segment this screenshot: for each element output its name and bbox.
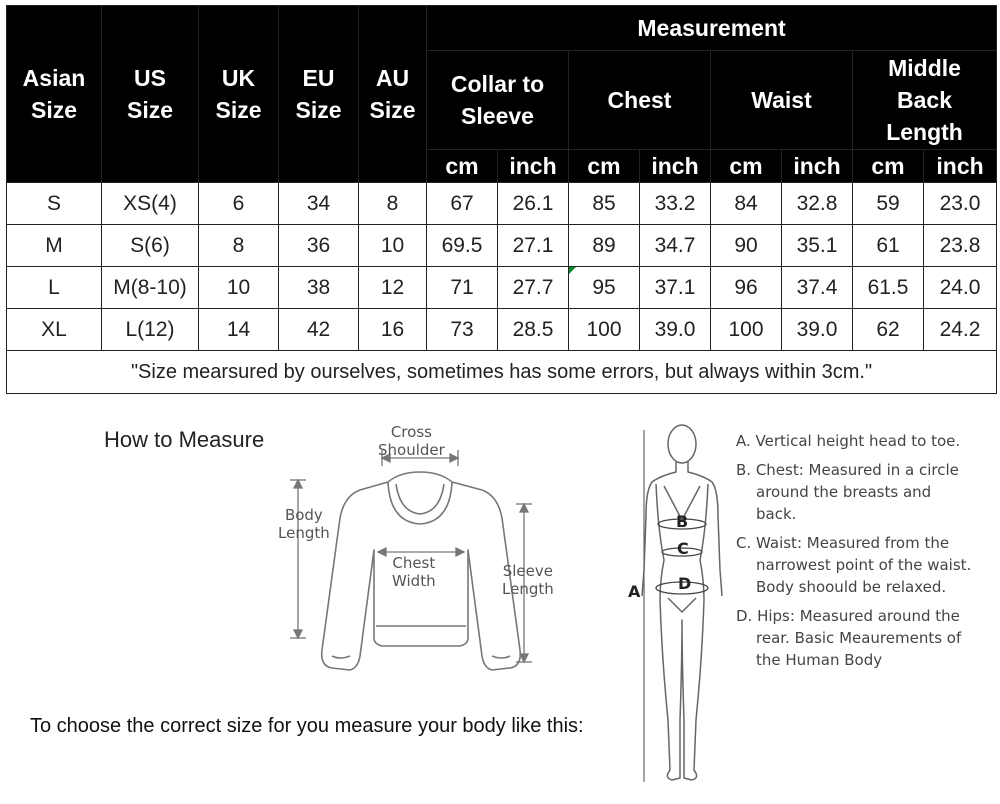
unit-inch: inch <box>498 150 569 183</box>
table-cell: 85 <box>569 183 640 225</box>
table-note: "Size mearsured by ourselves, sometimes has some errors, but always within 3cm." <box>7 351 997 394</box>
human-body-diagram <box>620 420 730 800</box>
table-cell: L(12) <box>102 309 199 351</box>
table-cell: 35.1 <box>782 225 853 267</box>
header-us-size: US Size <box>102 6 199 183</box>
table-cell: XS(4) <box>102 183 199 225</box>
table-row <box>7 183 997 225</box>
header-collar-to-sleeve: Collar to Sleeve <box>427 51 569 150</box>
table-cell: L <box>7 267 102 309</box>
table-cell: S(6) <box>102 225 199 267</box>
table-cell: 34 <box>279 183 359 225</box>
sweater-neckline <box>388 482 452 524</box>
table-cell: 33.2 <box>640 183 711 225</box>
table-cell: 84 <box>711 183 782 225</box>
table-cell: 36 <box>279 225 359 267</box>
body-letter-b: B <box>676 512 689 531</box>
label-sleeve-length: Sleeve Length <box>502 562 554 598</box>
table-cell: 27.7 <box>498 267 569 309</box>
body-letter-c: C <box>677 539 689 558</box>
how-to-measure-title: How to Measure <box>104 427 265 452</box>
unit-inch: inch <box>782 150 853 183</box>
table-cell: 23.0 <box>924 183 997 225</box>
label-body-length: Body Length <box>278 506 330 542</box>
table-cell: 26.1 <box>498 183 569 225</box>
table-cell: 10 <box>199 267 279 309</box>
choose-size-instruction: To choose the correct size for you measure your body like this: <box>30 715 584 737</box>
table-cell: 24.0 <box>924 267 997 309</box>
table-cell: M(8-10) <box>102 267 199 309</box>
table-cell: 37.1 <box>640 267 711 309</box>
unit-cm: cm <box>711 150 782 183</box>
table-cell: 39.0 <box>640 309 711 351</box>
table-cell: 42 <box>279 309 359 351</box>
size-table-body <box>7 183 997 351</box>
measure-instructions <box>736 430 976 678</box>
table-row <box>7 267 997 309</box>
unit-inch: inch <box>924 150 997 183</box>
table-cell: 6 <box>199 183 279 225</box>
unit-cm: cm <box>569 150 640 183</box>
table-row <box>7 309 997 351</box>
table-cell: 8 <box>199 225 279 267</box>
table-cell: 39.0 <box>782 309 853 351</box>
table-cell: 95 <box>569 267 640 309</box>
unit-cm: cm <box>853 150 924 183</box>
table-cell: 12 <box>359 267 427 309</box>
size-chart-table <box>6 5 997 394</box>
table-cell: XL <box>7 309 102 351</box>
table-cell: 73 <box>427 309 498 351</box>
header-uk-size: UK Size <box>199 6 279 183</box>
body-letter-d: D <box>678 574 692 593</box>
table-cell: 37.4 <box>782 267 853 309</box>
table-cell: 62 <box>853 309 924 351</box>
table-cell: 89 <box>569 225 640 267</box>
table-cell: 8 <box>359 183 427 225</box>
sweater-measure-diagram <box>270 420 570 680</box>
header-au-size: AU Size <box>359 6 427 183</box>
table-cell: 32.8 <box>782 183 853 225</box>
instruction-c: C. Waist: Measured from the narrowest point of the waist. Body shoould be relaxed. <box>736 534 972 596</box>
body-letter-a: A <box>628 582 641 601</box>
table-cell: 14 <box>199 309 279 351</box>
table-cell: 59 <box>853 183 924 225</box>
table-cell: 38 <box>279 267 359 309</box>
header-waist: Waist <box>711 51 853 150</box>
table-cell: 100 <box>711 309 782 351</box>
table-cell: M <box>7 225 102 267</box>
table-row <box>7 225 997 267</box>
header-middle-back-length: Middle Back Length <box>853 51 997 150</box>
label-cross-shoulder: Cross Shoulder <box>378 423 445 459</box>
table-cell: 67 <box>427 183 498 225</box>
table-cell: 96 <box>711 267 782 309</box>
table-cell: 100 <box>569 309 640 351</box>
table-cell: 27.1 <box>498 225 569 267</box>
instruction-a: A. Vertical height head to toe. <box>736 432 961 450</box>
table-cell: 61.5 <box>853 267 924 309</box>
table-cell: 69.5 <box>427 225 498 267</box>
table-cell: 34.7 <box>640 225 711 267</box>
instruction-b: B. Chest: Measured in a circle around the breasts and back. <box>736 461 959 523</box>
header-eu-size: EU Size <box>279 6 359 183</box>
instruction-d: D. Hips: Measured around the rear. Basic Meaurements of the Human Body <box>736 607 962 669</box>
table-cell: 90 <box>711 225 782 267</box>
table-cell: 23.8 <box>924 225 997 267</box>
table-cell: 24.2 <box>924 309 997 351</box>
header-measurement: Measurement <box>427 6 997 51</box>
table-cell: S <box>7 183 102 225</box>
head <box>668 425 696 463</box>
table-cell: 16 <box>359 309 427 351</box>
label-chest-width: Chest Width <box>392 554 436 590</box>
unit-inch: inch <box>640 150 711 183</box>
header-chest: Chest <box>569 51 711 150</box>
table-cell: 71 <box>427 267 498 309</box>
table-cell: 28.5 <box>498 309 569 351</box>
table-cell: 61 <box>853 225 924 267</box>
unit-cm: cm <box>427 150 498 183</box>
header-asian-size: Asian Size <box>7 6 102 183</box>
table-cell: 10 <box>359 225 427 267</box>
